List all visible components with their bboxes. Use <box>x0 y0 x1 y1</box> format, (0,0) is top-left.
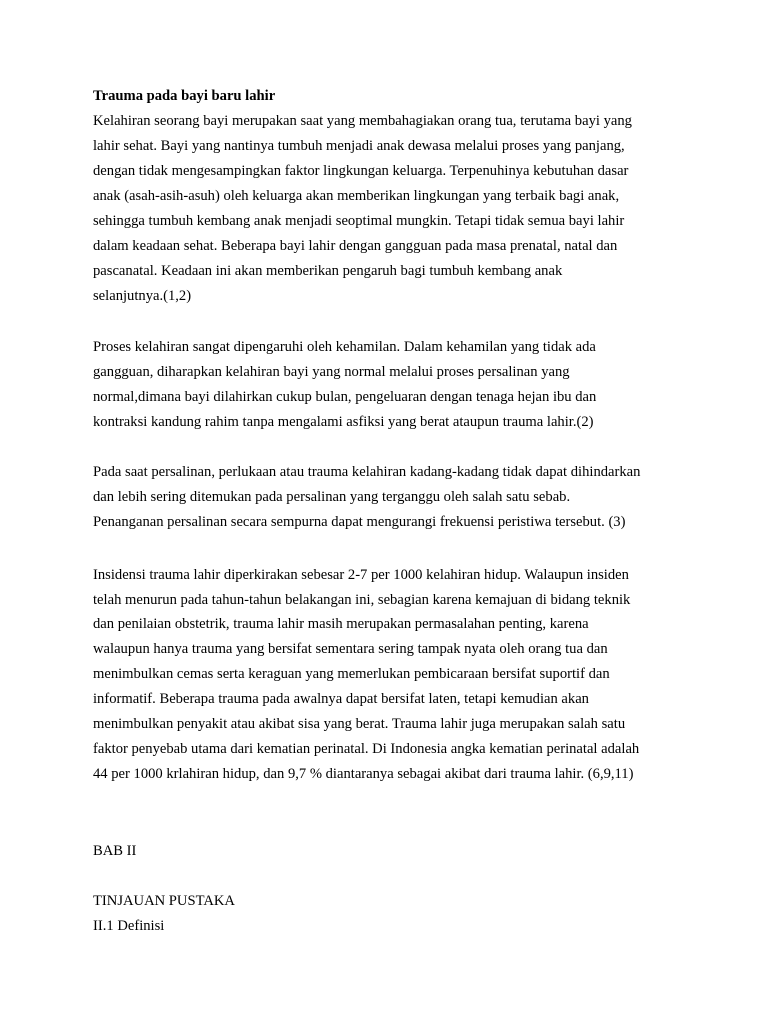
text-line: dan lebih sering ditemukan pada persalinan yang terganggu oleh salah satu sebab. <box>93 489 571 505</box>
text-line: menimbulkan cemas serta keraguan yang memerlukan pembicaraan bersifat suportif dan <box>93 666 610 682</box>
text-line: dan penilaian obstetrik, trauma lahir masih merupakan permasalahan penting, karena <box>93 616 589 632</box>
document-title: Trauma pada bayi baru lahir <box>93 88 276 104</box>
text-line: pascanatal. Keadaan ini akan memberikan pengaruh bagi tumbuh kembang anak <box>93 263 563 279</box>
text-line: dalam keadaan sehat. Beberapa bayi lahir dengan gangguan pada masa prenatal, natal dan <box>93 238 618 254</box>
text-line: dengan tidak mengesampingkan faktor lingkungan keluarga. Terpenuhinya kebutuhan dasar <box>93 163 629 179</box>
text-line: selanjutnya.(1,2) <box>93 288 192 304</box>
text-line: kontraksi kandung rahim tanpa mengalami asfiksi yang berat ataupun trauma lahir.(2) <box>93 414 594 430</box>
text-line: Proses kelahiran sangat dipengaruhi oleh kehamilan. Dalam kehamilan yang tidak ada <box>93 339 596 355</box>
text-line: menimbulkan penyakit atau akibat sisa yang berat. Trauma lahir juga merupakan salah satu <box>93 716 626 732</box>
text-line: faktor penyebab utama dari kematian perinatal. Di Indonesia angka kematian perinatal adalah <box>93 741 640 757</box>
text-line: Penanganan persalinan secara sempurna dapat mengurangi frekuensi peristiwa tersebut. (3) <box>93 514 626 530</box>
chapter-title: TINJAUAN PUSTAKA <box>93 893 235 909</box>
section-heading: II.1 Definisi <box>93 918 165 934</box>
text-line: normal,dimana bayi dilahirkan cukup bulan, pengeluaran dengan tenaga hejan ibu dan <box>93 389 597 405</box>
chapter-heading: BAB II <box>93 843 137 859</box>
text-line: sehingga tumbuh kembang anak menjadi seoptimal mungkin. Tetapi tidak semua bayi lahir <box>93 213 625 229</box>
text-line: telah menurun pada tahun-tahun belakangan ini, sebagian karena kemajuan di bidang teknik <box>93 592 631 608</box>
text-line: lahir sehat. Bayi yang nantinya tumbuh menjadi anak dewasa melalui proses yang panjang, <box>93 138 625 154</box>
text-line: 44 per 1000 krlahiran hidup, dan 9,7 % diantaranya sebagai akibat dari trauma lahir. (6,9,11) <box>93 766 634 782</box>
text-line: informatif. Beberapa trauma pada awalnya dapat bersifat laten, tetapi kemudian akan <box>93 691 589 707</box>
text-line: walaupun hanya trauma yang bersifat sementara sering tampak nyata oleh orang tua dan <box>93 641 608 657</box>
text-line: gangguan, diharapkan kelahiran bayi yang normal melalui proses persalinan yang <box>93 364 570 380</box>
text-line: Kelahiran seorang bayi merupakan saat yang membahagiakan orang tua, terutama bayi yang <box>93 113 632 129</box>
text-line: Pada saat persalinan, perlukaan atau trauma kelahiran kadang-kadang tidak dapat dihindarkan <box>93 464 641 480</box>
text-line: Insidensi trauma lahir diperkirakan sebesar 2-7 per 1000 kelahiran hidup. Walaupun insiden <box>93 567 629 583</box>
text-line: anak (asah-asih-asuh) oleh keluarga akan memberikan lingkungan yang terbaik bagi anak, <box>93 188 620 204</box>
